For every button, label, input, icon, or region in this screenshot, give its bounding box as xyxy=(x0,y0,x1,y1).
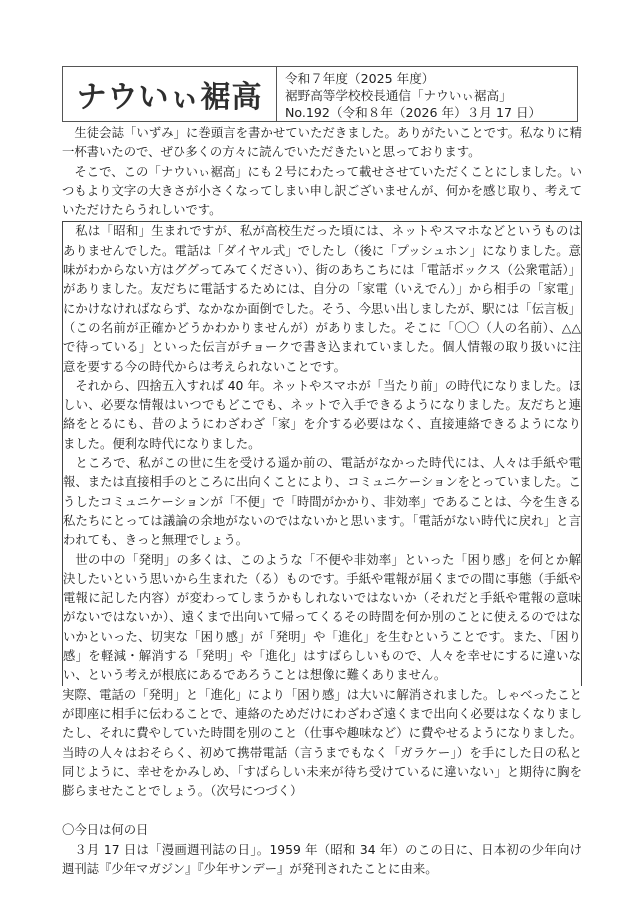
issue-publication-name: 裾野高等学校校長通信「ナウいぃ裾高」 xyxy=(285,87,512,103)
intro-paragraph: そこで、この「ナウいぃ裾高」にも２号にわたって載せさせていただくことにしました。いつもより文字の大きさが小さくなってしまい申し訳ございませんが、何かを感じ取り、考えていただけたらうれしいです。 xyxy=(62,164,582,218)
issue-info xyxy=(277,67,577,121)
article-paragraph: 私は「昭和」生まれですが、私が高校生だった頃には、ネットやスマホなどというものはありませんでした。電話は「ダイヤル式」でしたし（後に「プッシュホン」になりました。意味がわからない方はググってみてください）、街のあちこちには「電話ボックス（公衆電話）」がありました。友だちに電話するためには、自分の「家電（いえでん）」から相手の「家電」にかけなければならず、なかなか面倒でした。そう、今思い出しましたが、駅には「伝言板」（この名前が正確かどうかわかりませんが）がありました。そこに「〇〇（人の名前）、△△で待っている」といった伝言がチョークで書き込まれていました。個人情報の取り扱いに注意を要する今の時代からは考えられないことです。 xyxy=(63,224,581,374)
masthead-box xyxy=(63,67,277,121)
intro-paragraph: 生徒会誌「いずみ」に巻頭言を書かせていただきました。ありがたいことです。私なりに精一杯書いたので、ぜひ多くの方々に読んでいただきたいと思っております。 xyxy=(62,126,582,160)
issue-fiscal-year: 令和７年度（2025 年度） xyxy=(285,70,435,86)
today-heading: 〇今日は何の日 xyxy=(62,823,149,838)
newsletter-body xyxy=(62,124,582,879)
issue-number-date: No.192（令和８年（2026 年）３月 17 日） xyxy=(285,104,542,120)
today-text: ３月 17 日は「漫画週刊誌の日」。1959 年（昭和 34 年）のこの日に、日本初の少年向け週刊誌『少年マガジン』『少年サンデー』が発刊されたことに由来。 xyxy=(62,842,582,876)
article-box xyxy=(62,222,582,685)
article-paragraph: それから、四捨五入すれば 40 年。ネットやスマホが「当たり前」の時代になりました。ほしい、必要な情報はいつでもどこでも、ネットで入手できるようになりました。友だちと連絡をとるにも、昔のようにわざわざ「家」を介する必要はなく、直接連絡できるようになりました。便利な時代になりました。 xyxy=(63,378,581,451)
newsletter-header xyxy=(62,66,578,122)
article-paragraph: ところで、私がこの世に生を受ける遥か前の、電話がなかった時代には、人々は手紙や電報、または直接相手のところに出向くことにより、コミュニケーションをとっていました。こうしたコミュニケーションが「不便」で「時間がかかり、非効率」であることは、今を生きる私たちにとっては議論の余地がないのではないかと思います。「電話がない時代に戻れ」と言われても、きっと無理でしょう。 xyxy=(63,456,581,548)
article-paragraph-final: 実際、電話の「発明」と「進化」により「困り感」は大いに解消されました。しゃべったことが即座に相手に伝わることで、連絡のためだけにわざわざ遠くまで出向く必要はなくなりましたし、それに費やしていた時間を別のこと（仕事や趣味など）に費やせるようになりました。当時の人々はおそらく、初めて携帯電話（言うまでもなく「ガラケー」）を手にした日の私と同じように、幸せをかみしめ、「すばらしい未来が待ち受けているに違いない」と期待に胸を膨らませたことでしょう。（次号につづく） xyxy=(62,687,582,799)
intro-section xyxy=(62,124,582,222)
article-paragraph: 世の中の「発明」の多くは、このような「不便や非効率」といった「困り感」を何とか解決したいという思いから生まれた（る）ものです。手紙や電報が届くまでの間に事態（手紙や電報に記した内容）が変わってしまうかもしれないではないか（それだと手紙や電報の意味がないではないか）、遠くまで出向いて帰ってくるその時間を何か別のことに使えるのではないかといった、切実な「困り感」が「発明」や「進化」を生むということです。また、「困り感」を軽減・解消する「発明」や「進化」はすばらしいもので、人々を幸せにするに違いない、という考えが根底にあるであろうことは想像に難くありません。 xyxy=(63,552,581,683)
masthead-title: ナウいぃ裾高 xyxy=(76,80,263,115)
